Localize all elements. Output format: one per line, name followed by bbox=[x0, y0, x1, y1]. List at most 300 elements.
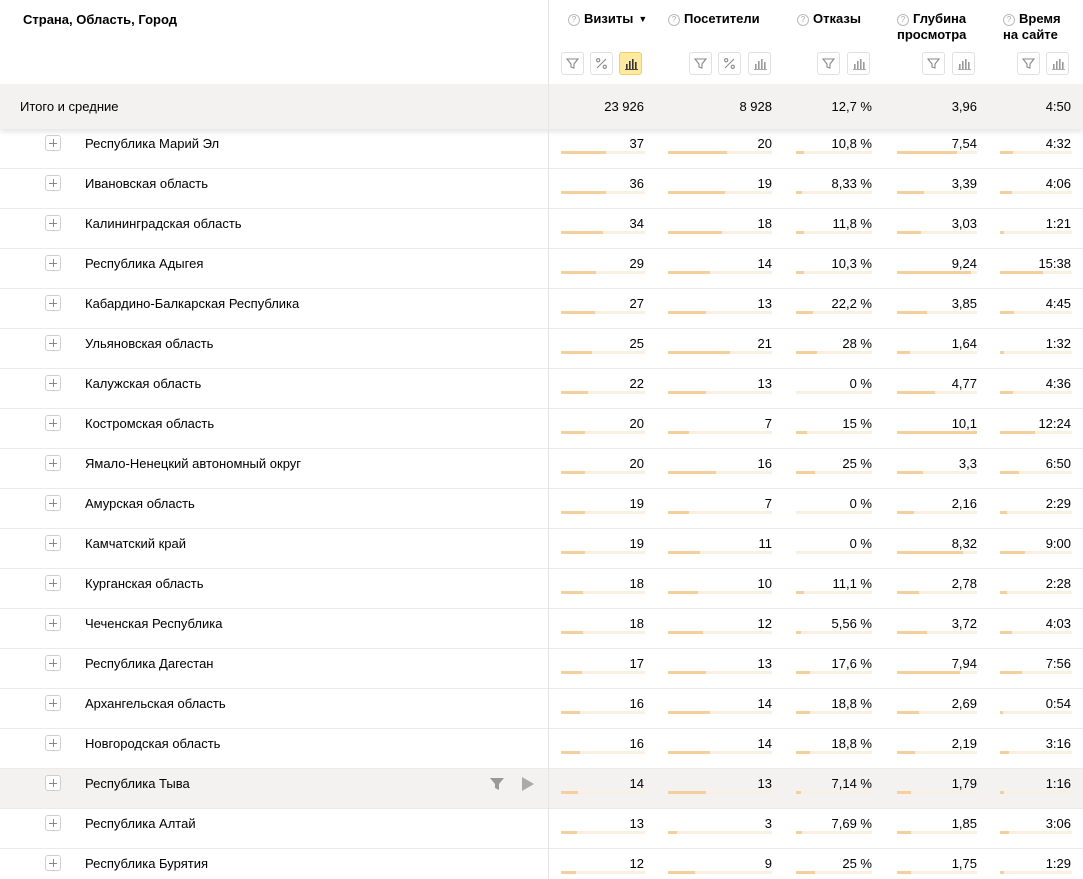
time-bar-track bbox=[1000, 351, 1072, 354]
visitors-bar-fill bbox=[668, 711, 710, 714]
region-name[interactable]: Республика Алтай bbox=[85, 816, 196, 831]
time-bar-fill bbox=[1000, 751, 1009, 754]
bounce-label: Отказы bbox=[813, 11, 861, 26]
bounce-bar-fill bbox=[796, 471, 815, 474]
filter-icon bbox=[1022, 57, 1035, 70]
bounce-filter-button[interactable] bbox=[817, 52, 840, 75]
region-name[interactable]: Ивановская область bbox=[85, 176, 208, 191]
depth-value: 3,3 bbox=[958, 456, 977, 471]
time-bar-track bbox=[1000, 431, 1072, 434]
bounce-bar-fill bbox=[796, 871, 815, 874]
region-name[interactable]: Новгородская область bbox=[85, 736, 221, 751]
time-filter-button[interactable] bbox=[1017, 52, 1040, 75]
bounce-bar-fill bbox=[796, 431, 807, 434]
time-bar-track bbox=[1000, 711, 1072, 714]
totals-visitors: 8 928 bbox=[739, 99, 772, 114]
region-name[interactable]: Ямало-Ненецкий автономный округ bbox=[85, 456, 302, 471]
visitors-bar-fill bbox=[668, 631, 703, 634]
visitors-percent-button[interactable] bbox=[718, 52, 741, 75]
bounce-value: 5,56 % bbox=[831, 616, 872, 631]
time-bar-track bbox=[1000, 191, 1072, 194]
time-value: 4:45 bbox=[1045, 296, 1071, 311]
depth-value: 8,32 bbox=[951, 536, 977, 551]
bounce-bar-fill bbox=[796, 271, 804, 274]
depth-value: 7,94 bbox=[951, 656, 977, 671]
bounce-bar-fill bbox=[796, 231, 804, 234]
bounce-value: 10,8 % bbox=[831, 136, 872, 151]
visits-bar-fill bbox=[561, 271, 596, 274]
visits-percent-button[interactable] bbox=[590, 52, 613, 75]
visits-value: 22 bbox=[629, 376, 644, 391]
bounce-bar-track bbox=[796, 471, 872, 474]
percent-icon bbox=[595, 57, 608, 70]
table-row[interactable] bbox=[0, 289, 1083, 329]
depth-bar-track bbox=[897, 271, 977, 274]
time-value: 1:16 bbox=[1045, 776, 1071, 791]
help-icon[interactable]: ? bbox=[897, 14, 909, 26]
time-bar-fill bbox=[1000, 671, 1022, 674]
table-row[interactable] bbox=[0, 609, 1083, 649]
depth-bar-track bbox=[897, 351, 977, 354]
totals-depth: 3,96 bbox=[951, 99, 977, 114]
time-bar-fill bbox=[1000, 591, 1007, 594]
row-filter-icon[interactable] bbox=[489, 776, 505, 792]
bounce-bar-track bbox=[796, 591, 872, 594]
column-divider bbox=[548, 0, 549, 879]
depth-bar-track bbox=[897, 511, 977, 514]
region-name[interactable]: Амурская область bbox=[85, 496, 195, 511]
expand-row-button[interactable] bbox=[45, 175, 61, 191]
time-value: 4:06 bbox=[1045, 176, 1071, 191]
time-bar-track bbox=[1000, 511, 1072, 514]
bounce-bar-track bbox=[796, 711, 872, 714]
expand-row-button[interactable] bbox=[45, 775, 61, 791]
filter-icon bbox=[566, 57, 579, 70]
bar-chart-icon bbox=[1051, 57, 1066, 70]
region-name[interactable]: Калининградская область bbox=[85, 216, 242, 231]
visitors-bar-track bbox=[668, 471, 772, 474]
time-bar-track bbox=[1000, 271, 1072, 274]
time-bar-track bbox=[1000, 231, 1072, 234]
time-bar-track bbox=[1000, 751, 1072, 754]
visits-value: 34 bbox=[629, 216, 644, 231]
visitors-column-header[interactable] bbox=[668, 11, 760, 27]
region-name[interactable]: Республика Бурятия bbox=[85, 856, 209, 871]
expand-row-button[interactable] bbox=[45, 655, 61, 671]
expand-row-button[interactable] bbox=[45, 415, 61, 431]
expand-row-button[interactable] bbox=[45, 215, 61, 231]
visits-bar-fill bbox=[561, 831, 577, 834]
bounce-bar-track bbox=[796, 151, 872, 154]
depth-bar-fill bbox=[897, 471, 923, 474]
depth-bar-fill bbox=[897, 231, 921, 234]
visits-bar-track bbox=[561, 631, 645, 634]
visitors-bar-fill bbox=[668, 791, 706, 794]
region-name[interactable]: Кабардино-Балкарская Республика bbox=[85, 296, 300, 311]
region-name[interactable]: Республика Адыгея bbox=[85, 256, 204, 271]
visits-bar-track bbox=[561, 591, 645, 594]
expand-row-button[interactable] bbox=[45, 535, 61, 551]
depth-bar-track bbox=[897, 591, 977, 594]
bounce-value: 0 % bbox=[849, 496, 872, 511]
depth-value: 2,19 bbox=[951, 736, 977, 751]
visits-value: 18 bbox=[629, 576, 644, 591]
expand-row-button[interactable] bbox=[45, 855, 61, 871]
visits-column-header[interactable] bbox=[568, 11, 647, 27]
table-row[interactable] bbox=[0, 729, 1083, 769]
expand-row-button[interactable] bbox=[45, 615, 61, 631]
depth-value: 3,03 bbox=[951, 216, 977, 231]
bounce-bar-fill bbox=[796, 791, 801, 794]
time-bar-fill bbox=[1000, 191, 1012, 194]
visits-label: Визиты bbox=[584, 11, 634, 26]
expand-row-button[interactable] bbox=[45, 295, 61, 311]
visitors-value: 14 bbox=[757, 256, 772, 271]
depth-bar-fill bbox=[897, 631, 927, 634]
table-row[interactable] bbox=[0, 409, 1083, 449]
visitors-value: 7 bbox=[764, 496, 772, 511]
bounce-bar-fill bbox=[796, 671, 810, 674]
visits-bar-track bbox=[561, 391, 645, 394]
time-value: 4:36 bbox=[1045, 376, 1071, 391]
visitors-bar-fill bbox=[668, 431, 689, 434]
region-name[interactable]: Республика Марий Эл bbox=[85, 136, 220, 151]
bounce-bar-track bbox=[796, 431, 872, 434]
visitors-bar-fill bbox=[668, 511, 689, 514]
table-row[interactable] bbox=[0, 689, 1083, 729]
visitors-bar-fill bbox=[668, 391, 706, 394]
depth-value: 4,77 bbox=[951, 376, 977, 391]
visitors-bar-fill bbox=[668, 751, 710, 754]
visits-bar-fill bbox=[561, 351, 592, 354]
expand-row-button[interactable] bbox=[45, 495, 61, 511]
time-bar-track bbox=[1000, 631, 1072, 634]
visits-bar-fill bbox=[561, 791, 578, 794]
percent-icon bbox=[723, 57, 736, 70]
expand-row-button[interactable] bbox=[45, 575, 61, 591]
time-label: Время на сайте bbox=[1003, 11, 1061, 42]
depth-bar-track bbox=[897, 151, 977, 154]
depth-bar-track bbox=[897, 751, 977, 754]
time-bar-fill bbox=[1000, 351, 1004, 354]
visitors-value: 12 bbox=[757, 616, 772, 631]
visitors-bar-fill bbox=[668, 191, 725, 194]
visitors-bar-track bbox=[668, 351, 772, 354]
time-column-header[interactable] bbox=[1003, 11, 1069, 43]
visitors-bar-track bbox=[668, 191, 772, 194]
expand-row-button[interactable] bbox=[45, 255, 61, 271]
table-row[interactable] bbox=[0, 769, 1083, 809]
depth-bars-button[interactable] bbox=[952, 52, 975, 75]
bounce-bar-track bbox=[796, 351, 872, 354]
time-bar-fill bbox=[1000, 151, 1013, 154]
depth-bar-fill bbox=[897, 431, 977, 434]
visits-bar-track bbox=[561, 431, 645, 434]
visits-value: 19 bbox=[629, 496, 644, 511]
totals-time: 4:50 bbox=[1045, 99, 1071, 114]
depth-value: 3,39 bbox=[951, 176, 977, 191]
region-column-header[interactable]: Страна, Область, Город bbox=[23, 12, 177, 27]
visits-bar-fill bbox=[561, 511, 585, 514]
bounce-bar-fill bbox=[796, 631, 801, 634]
depth-bar-track bbox=[897, 431, 977, 434]
visits-bar-track bbox=[561, 471, 645, 474]
bounce-value: 15 % bbox=[842, 416, 872, 431]
bounce-value: 25 % bbox=[842, 456, 872, 471]
bounce-bar-track bbox=[796, 551, 872, 554]
time-bar-track bbox=[1000, 151, 1072, 154]
depth-bar-track bbox=[897, 671, 977, 674]
bounce-bar-fill bbox=[796, 351, 817, 354]
bounce-value: 28 % bbox=[842, 336, 872, 351]
depth-bar-track bbox=[897, 391, 977, 394]
row-play-icon[interactable] bbox=[521, 776, 535, 792]
time-bar-fill bbox=[1000, 431, 1035, 434]
depth-column-header[interactable] bbox=[897, 11, 977, 43]
visitors-value: 13 bbox=[757, 376, 772, 391]
depth-value: 2,78 bbox=[951, 576, 977, 591]
depth-bar-fill bbox=[897, 351, 910, 354]
depth-value: 10,1 bbox=[951, 416, 977, 431]
time-bar-fill bbox=[1000, 711, 1003, 714]
visits-bar-fill bbox=[561, 711, 580, 714]
visitors-bar-fill bbox=[668, 471, 716, 474]
time-bar-fill bbox=[1000, 831, 1009, 834]
visits-value: 20 bbox=[629, 456, 644, 471]
depth-bar-track bbox=[897, 311, 977, 314]
depth-bar-track bbox=[897, 871, 977, 874]
visits-bar-fill bbox=[561, 151, 606, 154]
depth-filter-button[interactable] bbox=[922, 52, 945, 75]
time-bar-track bbox=[1000, 791, 1072, 794]
visits-bar-fill bbox=[561, 471, 585, 474]
region-name[interactable]: Республика Дагестан bbox=[85, 656, 214, 671]
region-name[interactable]: Калужская область bbox=[85, 376, 202, 391]
expand-row-button[interactable] bbox=[45, 735, 61, 751]
visits-value: 16 bbox=[629, 696, 644, 711]
time-value: 15:38 bbox=[1038, 256, 1071, 271]
time-value: 4:03 bbox=[1045, 616, 1071, 631]
time-bar-track bbox=[1000, 591, 1072, 594]
visits-value: 18 bbox=[629, 616, 644, 631]
visits-value: 20 bbox=[629, 416, 644, 431]
table-header bbox=[0, 0, 1083, 84]
region-name[interactable]: Курганская область bbox=[85, 576, 204, 591]
visitors-value: 9 bbox=[764, 856, 772, 871]
region-name[interactable]: Республика Тыва bbox=[85, 776, 190, 791]
bounce-bar-track bbox=[796, 391, 872, 394]
help-icon[interactable]: ? bbox=[568, 14, 580, 26]
table-row[interactable] bbox=[0, 489, 1083, 529]
depth-bar-track bbox=[897, 711, 977, 714]
visits-bar-fill bbox=[561, 191, 606, 194]
table-row[interactable] bbox=[0, 569, 1083, 609]
visits-value: 37 bbox=[629, 136, 644, 151]
expand-row-button[interactable] bbox=[45, 335, 61, 351]
table-row[interactable] bbox=[0, 449, 1083, 489]
depth-bar-fill bbox=[897, 751, 915, 754]
visits-bar-fill bbox=[561, 391, 588, 394]
visitors-value: 13 bbox=[757, 296, 772, 311]
visits-value: 14 bbox=[629, 776, 644, 791]
visitors-bar-track bbox=[668, 671, 772, 674]
table-row[interactable] bbox=[0, 529, 1083, 569]
help-icon[interactable]: ? bbox=[668, 14, 680, 26]
visits-bar-fill bbox=[561, 231, 603, 234]
expand-row-button[interactable] bbox=[45, 695, 61, 711]
depth-bar-track bbox=[897, 831, 977, 834]
time-value: 1:32 bbox=[1045, 336, 1071, 351]
visits-bar-track bbox=[561, 271, 645, 274]
time-bar-fill bbox=[1000, 471, 1019, 474]
bounce-bar-track bbox=[796, 311, 872, 314]
region-name[interactable]: Камчатский край bbox=[85, 536, 186, 551]
visits-bar-track bbox=[561, 871, 645, 874]
bounce-value: 0 % bbox=[849, 536, 872, 551]
depth-value: 3,72 bbox=[951, 616, 977, 631]
time-value: 1:29 bbox=[1045, 856, 1071, 871]
visits-bar-track bbox=[561, 751, 645, 754]
visitors-value: 7 bbox=[764, 416, 772, 431]
bounce-value: 0 % bbox=[849, 376, 872, 391]
table-row[interactable] bbox=[0, 809, 1083, 849]
bar-chart-icon bbox=[753, 57, 768, 70]
time-value: 7:56 bbox=[1045, 656, 1071, 671]
visitors-bar-fill bbox=[668, 151, 727, 154]
table-row[interactable] bbox=[0, 249, 1083, 289]
visitors-bar-fill bbox=[668, 671, 706, 674]
bounce-value: 7,14 % bbox=[831, 776, 872, 791]
time-bar-fill bbox=[1000, 791, 1004, 794]
visitors-bar-track bbox=[668, 271, 772, 274]
depth-bar-fill bbox=[897, 191, 924, 194]
bounce-value: 22,2 % bbox=[831, 296, 872, 311]
bounce-column-header[interactable] bbox=[797, 11, 861, 27]
table-row[interactable] bbox=[0, 129, 1083, 169]
sort-desc-icon: ▼ bbox=[638, 14, 648, 24]
bounce-bar-track bbox=[796, 671, 872, 674]
visitors-bar-track bbox=[668, 831, 772, 834]
visitors-bar-fill bbox=[668, 231, 722, 234]
visitors-value: 21 bbox=[757, 336, 772, 351]
bounce-bar-track bbox=[796, 751, 872, 754]
depth-bar-fill bbox=[897, 551, 963, 554]
region-name[interactable]: Ульяновская область bbox=[85, 336, 214, 351]
depth-value: 9,24 bbox=[951, 256, 977, 271]
visits-filter-button[interactable] bbox=[561, 52, 584, 75]
expand-row-button[interactable] bbox=[45, 455, 61, 471]
depth-value: 1,75 bbox=[951, 856, 977, 871]
depth-value: 1,79 bbox=[951, 776, 977, 791]
filter-icon bbox=[694, 57, 707, 70]
bounce-value: 11,8 % bbox=[832, 216, 872, 231]
table-row[interactable] bbox=[0, 209, 1083, 249]
visits-bar-track bbox=[561, 831, 645, 834]
visits-bar-fill bbox=[561, 551, 585, 554]
expand-row-button[interactable] bbox=[45, 135, 61, 151]
visits-bar-track bbox=[561, 671, 645, 674]
depth-bar-track bbox=[897, 231, 977, 234]
visitors-bar-track bbox=[668, 751, 772, 754]
visitors-bar-track bbox=[668, 631, 772, 634]
time-bar-fill bbox=[1000, 311, 1014, 314]
visitors-value: 18 bbox=[757, 216, 772, 231]
region-name[interactable]: Чеченская Республика bbox=[85, 616, 223, 631]
time-bar-fill bbox=[1000, 391, 1013, 394]
depth-bar-fill bbox=[897, 271, 971, 274]
bounce-bar-track bbox=[796, 831, 872, 834]
depth-bar-track bbox=[897, 791, 977, 794]
table-row[interactable] bbox=[0, 369, 1083, 409]
visitors-filter-button[interactable] bbox=[689, 52, 712, 75]
bounce-bars-button[interactable] bbox=[847, 52, 870, 75]
bounce-value: 18,8 % bbox=[831, 736, 872, 751]
table-row[interactable] bbox=[0, 849, 1083, 879]
visitors-bar-track bbox=[668, 151, 772, 154]
help-icon[interactable]: ? bbox=[797, 14, 809, 26]
expand-row-button[interactable] bbox=[45, 815, 61, 831]
visitors-value: 19 bbox=[757, 176, 772, 191]
time-bar-track bbox=[1000, 471, 1072, 474]
time-bar-track bbox=[1000, 671, 1072, 674]
depth-bar-track bbox=[897, 471, 977, 474]
totals-row bbox=[0, 84, 1083, 129]
visits-value: 16 bbox=[629, 736, 644, 751]
region-name[interactable]: Костромская область bbox=[85, 416, 215, 431]
help-icon[interactable]: ? bbox=[1003, 14, 1015, 26]
visitors-bar-track bbox=[668, 871, 772, 874]
expand-row-button[interactable] bbox=[45, 375, 61, 391]
visits-bars-button[interactable] bbox=[619, 52, 642, 75]
visitors-label: Посетители bbox=[684, 11, 760, 26]
visitors-value: 14 bbox=[757, 696, 772, 711]
visits-bar-track bbox=[561, 311, 645, 314]
bounce-value: 25 % bbox=[842, 856, 872, 871]
visits-bar-fill bbox=[561, 631, 583, 634]
visitors-bar-track bbox=[668, 791, 772, 794]
table-row[interactable] bbox=[0, 649, 1083, 689]
visits-bar-track bbox=[561, 151, 645, 154]
visitors-bar-track bbox=[668, 551, 772, 554]
totals-visits: 23 926 bbox=[604, 99, 644, 114]
depth-value: 7,54 bbox=[951, 136, 977, 151]
bounce-bar-track bbox=[796, 871, 872, 874]
region-name[interactable]: Архангельская область bbox=[85, 696, 226, 711]
visits-bar-track bbox=[561, 511, 645, 514]
visitors-bar-track bbox=[668, 711, 772, 714]
visits-bar-track bbox=[561, 231, 645, 234]
table-row[interactable] bbox=[0, 329, 1083, 369]
visits-value: 25 bbox=[629, 336, 644, 351]
visitors-bar-track bbox=[668, 311, 772, 314]
time-bar-track bbox=[1000, 391, 1072, 394]
depth-label: Глубина просмотра bbox=[897, 11, 967, 42]
time-value: 3:16 bbox=[1045, 736, 1071, 751]
visitors-bars-button[interactable] bbox=[748, 52, 771, 75]
time-bar-fill bbox=[1000, 511, 1007, 514]
bounce-bar-fill bbox=[796, 591, 804, 594]
table-row[interactable] bbox=[0, 169, 1083, 209]
bounce-value: 8,33 % bbox=[831, 176, 872, 191]
time-value: 3:06 bbox=[1045, 816, 1071, 831]
bounce-bar-fill bbox=[796, 191, 802, 194]
time-bars-button[interactable] bbox=[1046, 52, 1069, 75]
bounce-bar-fill bbox=[796, 311, 813, 314]
depth-bar-fill bbox=[897, 151, 957, 154]
bounce-value: 18,8 % bbox=[831, 696, 872, 711]
visits-value: 12 bbox=[629, 856, 644, 871]
bounce-bar-fill bbox=[796, 751, 810, 754]
